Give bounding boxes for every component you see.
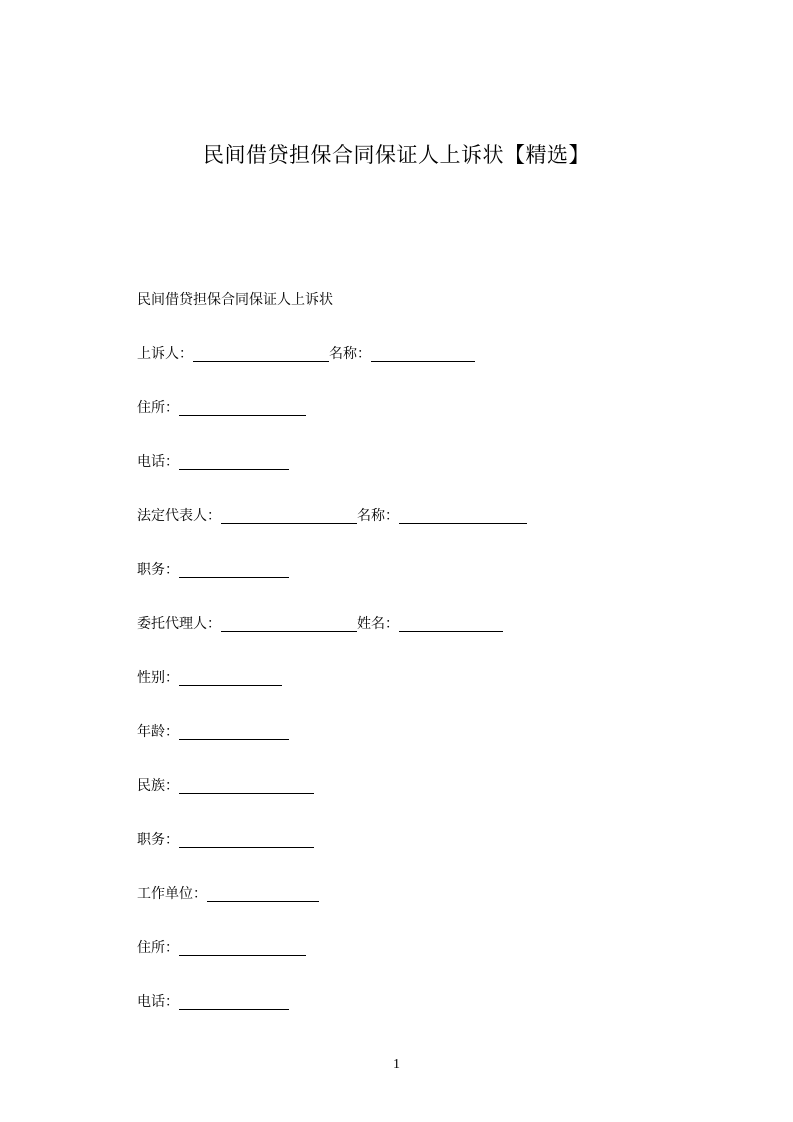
address-blank[interactable] [179, 399, 306, 416]
legal-representative-name-blank[interactable] [399, 507, 527, 524]
agent-address-blank[interactable] [179, 939, 306, 956]
agent-blank[interactable] [221, 615, 357, 632]
field-label-position: 职务： [137, 562, 179, 578]
field-row-position [137, 559, 289, 581]
agent-phone-blank[interactable] [179, 993, 289, 1010]
field-label-address: 住所： [137, 400, 179, 416]
field-row-agent-phone [137, 991, 289, 1013]
field-label-agent-name: 姓名： [357, 616, 399, 632]
gender-blank[interactable] [179, 669, 282, 686]
field-label-appellant-name: 名称： [329, 346, 371, 362]
field-label-agent-position: 职务： [137, 832, 179, 848]
legal-representative-blank[interactable] [221, 507, 357, 524]
agent-position-blank[interactable] [179, 831, 314, 848]
field-label-agent: 委托代理人： [137, 616, 221, 632]
field-row-legal-representative [137, 505, 527, 527]
field-label-legal-representative: 法定代表人： [137, 508, 221, 524]
field-label-appellant: 上诉人： [137, 346, 193, 362]
phone-blank[interactable] [179, 453, 289, 470]
field-row-age [137, 721, 289, 743]
field-row-agent [137, 613, 503, 635]
ethnicity-blank[interactable] [179, 777, 314, 794]
document-title: 民间借贷担保合同保证人上诉状【精选】 [203, 143, 590, 167]
field-label-age: 年龄： [137, 724, 179, 740]
field-row-gender [137, 667, 282, 689]
field-row-ethnicity [137, 775, 314, 797]
document-subtitle: 民间借贷担保合同保证人上诉状 [137, 292, 333, 308]
field-row-agent-position [137, 829, 314, 851]
workplace-blank[interactable] [207, 885, 319, 902]
position-blank[interactable] [179, 561, 289, 578]
field-row-address [137, 397, 306, 419]
field-label-phone: 电话： [137, 454, 179, 470]
field-row-phone [137, 451, 289, 473]
agent-name-blank[interactable] [399, 615, 503, 632]
field-row-workplace [137, 883, 319, 905]
page-number: 1 [393, 1057, 400, 1072]
field-label-agent-phone: 电话： [137, 994, 179, 1010]
appellant-blank[interactable] [193, 345, 329, 362]
field-label-legal-representative-name: 名称： [357, 508, 399, 524]
field-row-agent-address [137, 937, 306, 959]
field-row-appellant [137, 343, 475, 365]
appellant-name-blank[interactable] [371, 345, 475, 362]
field-label-agent-address: 住所： [137, 940, 179, 956]
field-label-ethnicity: 民族： [137, 778, 179, 794]
field-label-workplace: 工作单位： [137, 886, 207, 902]
field-label-gender: 性别： [137, 670, 179, 686]
age-blank[interactable] [179, 723, 289, 740]
